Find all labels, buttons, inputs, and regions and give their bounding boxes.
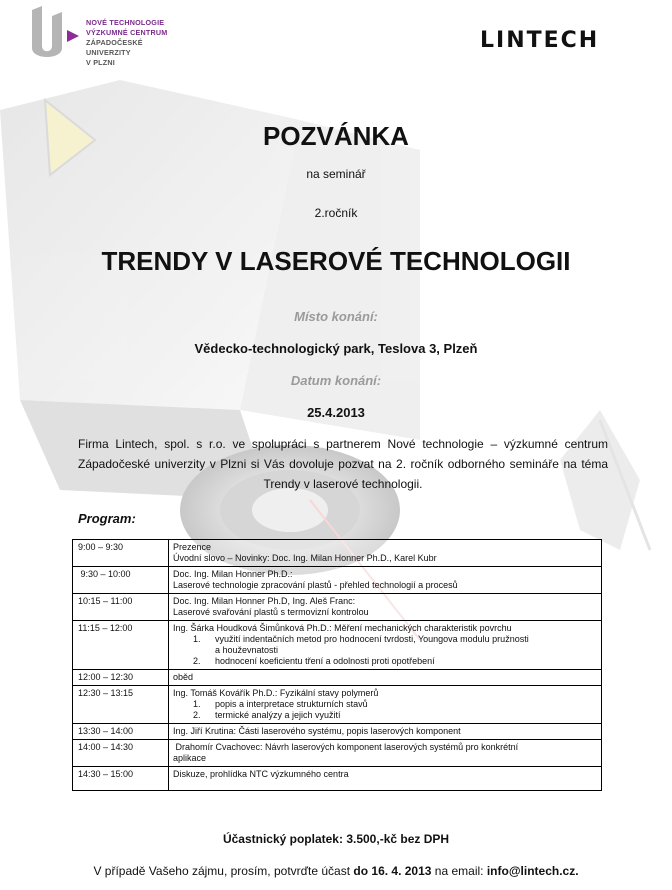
participation-fee <box>0 832 672 846</box>
time-cell: 12:30 – 13:15 <box>73 686 169 724</box>
fee-value: 3.500,-kč bez DPH <box>346 832 450 846</box>
list-text: popis a interpretace strukturních stavů <box>215 699 368 709</box>
logo-line: ZÁPADOČESKÉ <box>86 38 143 47</box>
session-line: Prezence <box>173 542 212 552</box>
table-row <box>73 740 602 767</box>
session-cell <box>169 767 602 791</box>
program-table <box>72 539 602 791</box>
session-line: Doc. Ing. Milan Honner Ph.D, Ing. Aleš Franc: <box>173 596 356 606</box>
fee-label: Účastnický poplatek: <box>222 832 343 846</box>
time-cell: 11:15 – 12:00 <box>73 621 169 670</box>
table-row <box>73 567 602 594</box>
table-row <box>73 621 602 670</box>
time-cell: 10:15 – 11:00 <box>73 594 169 621</box>
confirm-prefix: V případě Vašeho zájmu, prosím, potvrďte účast <box>93 864 351 878</box>
event-date: 25.4.2013 <box>307 405 365 420</box>
session-line: Drahomír Cvachovec: Návrh laserových komponent laserových systémů pro konkrétní <box>173 742 519 752</box>
list-number: 1. <box>193 634 201 644</box>
program-label: Program: <box>78 511 136 526</box>
venue-label: Místo konání: <box>294 309 378 324</box>
list-text: využití indentačních metod pro hodnocení tvrdosti, Youngova modulu pružnosti <box>215 634 529 644</box>
time-cell: 14:00 – 14:30 <box>73 740 169 767</box>
table-row <box>73 767 602 791</box>
session-line: Ing. Jiří Krutina: Části laserového systému, popis laserových komponent <box>173 726 461 736</box>
time-cell: 12:00 – 12:30 <box>73 670 169 686</box>
table-row <box>73 686 602 724</box>
university-logo-icon <box>28 6 66 58</box>
table-row <box>73 724 602 740</box>
table-row <box>73 594 602 621</box>
list-number: 2. <box>193 710 201 720</box>
intro-paragraph: Firma Lintech, spol. s r.o. ve spolupráci s partnerem Nové technologie – výzkumné centrum Západočeské univerzity v Plzni si Vás dovoluje pozvat na 2. ročník odborného semináře na téma Trendy v laserové technologii. <box>78 437 608 491</box>
session-cell <box>169 594 602 621</box>
session-line: aplikace <box>173 753 207 763</box>
list-text: a houževnatosti <box>215 645 279 655</box>
list-item <box>173 710 597 721</box>
confirm-deadline: do 16. 4. 2013 <box>353 864 432 878</box>
date-label: Datum konání: <box>290 373 382 388</box>
contact-email-link[interactable]: info@lintech.cz. <box>486 864 579 878</box>
list-text: hodnocení koeficientu tření a odolnosti proti opotřebení <box>215 656 435 666</box>
session-cell <box>169 686 602 724</box>
venue-address: Vědecko-technologický park, Teslova 3, Plzeň <box>194 341 478 356</box>
time-cell: 14:30 – 15:00 <box>73 767 169 791</box>
list-item <box>173 656 597 667</box>
logo-line: NOVÉ TECHNOLOGIE <box>86 18 165 27</box>
session-line: Úvodní slovo – Novinky: Doc. Ing. Milan Honner Ph.D., Karel Kubr <box>173 553 437 563</box>
list-item <box>173 634 597 645</box>
session-cell <box>169 540 602 567</box>
list-number: 2. <box>193 656 201 666</box>
session-line: oběd <box>173 672 194 682</box>
invitation-title: POZVÁNKA <box>263 121 409 151</box>
list-number: 1. <box>193 699 201 709</box>
event-title: TRENDY V LASEROVÉ TECHNOLOGII <box>101 246 571 276</box>
university-logo-text <box>86 18 167 68</box>
session-cell <box>169 740 602 767</box>
list-text: termické analýzy a jejich využití <box>215 710 341 720</box>
edition-label: 2.ročník <box>314 206 358 220</box>
session-line: Ing. Šárka Houdková Šimůnková Ph.D.: Měření mechanických charakteristik povrchu <box>173 623 512 633</box>
table-row <box>73 670 602 686</box>
session-cell <box>169 724 602 740</box>
invitation-subtitle: na seminář <box>306 167 366 181</box>
triangle-arrow-icon <box>67 30 79 42</box>
confirmation-note <box>0 864 672 878</box>
lintech-logo: LINTECH <box>480 28 600 53</box>
confirm-mid: na email: <box>434 864 484 878</box>
session-line: Diskuze, prohlídka NTC výzkumného centra <box>173 769 349 779</box>
session-line: Laserové technologie zpracování plastů - přehled technologií a procesů <box>173 580 458 590</box>
time-cell: 9:00 – 9:30 <box>73 540 169 567</box>
session-cell <box>169 567 602 594</box>
list-item <box>173 699 597 710</box>
session-cell <box>169 621 602 670</box>
session-line: Laserové svařování plastů s termovizní kontrolou <box>173 607 369 617</box>
session-cell <box>169 670 602 686</box>
session-line: Doc. Ing. Milan Honner Ph.D.: <box>173 569 293 579</box>
time-cell: 9:30 – 10:00 <box>73 567 169 594</box>
logo-line: UNIVERZITY <box>86 48 131 57</box>
logo-line: VÝZKUMNÉ CENTRUM <box>86 28 168 37</box>
table-row <box>73 540 602 567</box>
session-line: Ing. Tomáš Kovářík Ph.D.: Fyzikální stavy polymerů <box>173 688 379 698</box>
time-cell: 13:30 – 14:00 <box>73 724 169 740</box>
list-item <box>173 645 597 656</box>
logo-line: V PLZNI <box>86 58 115 67</box>
